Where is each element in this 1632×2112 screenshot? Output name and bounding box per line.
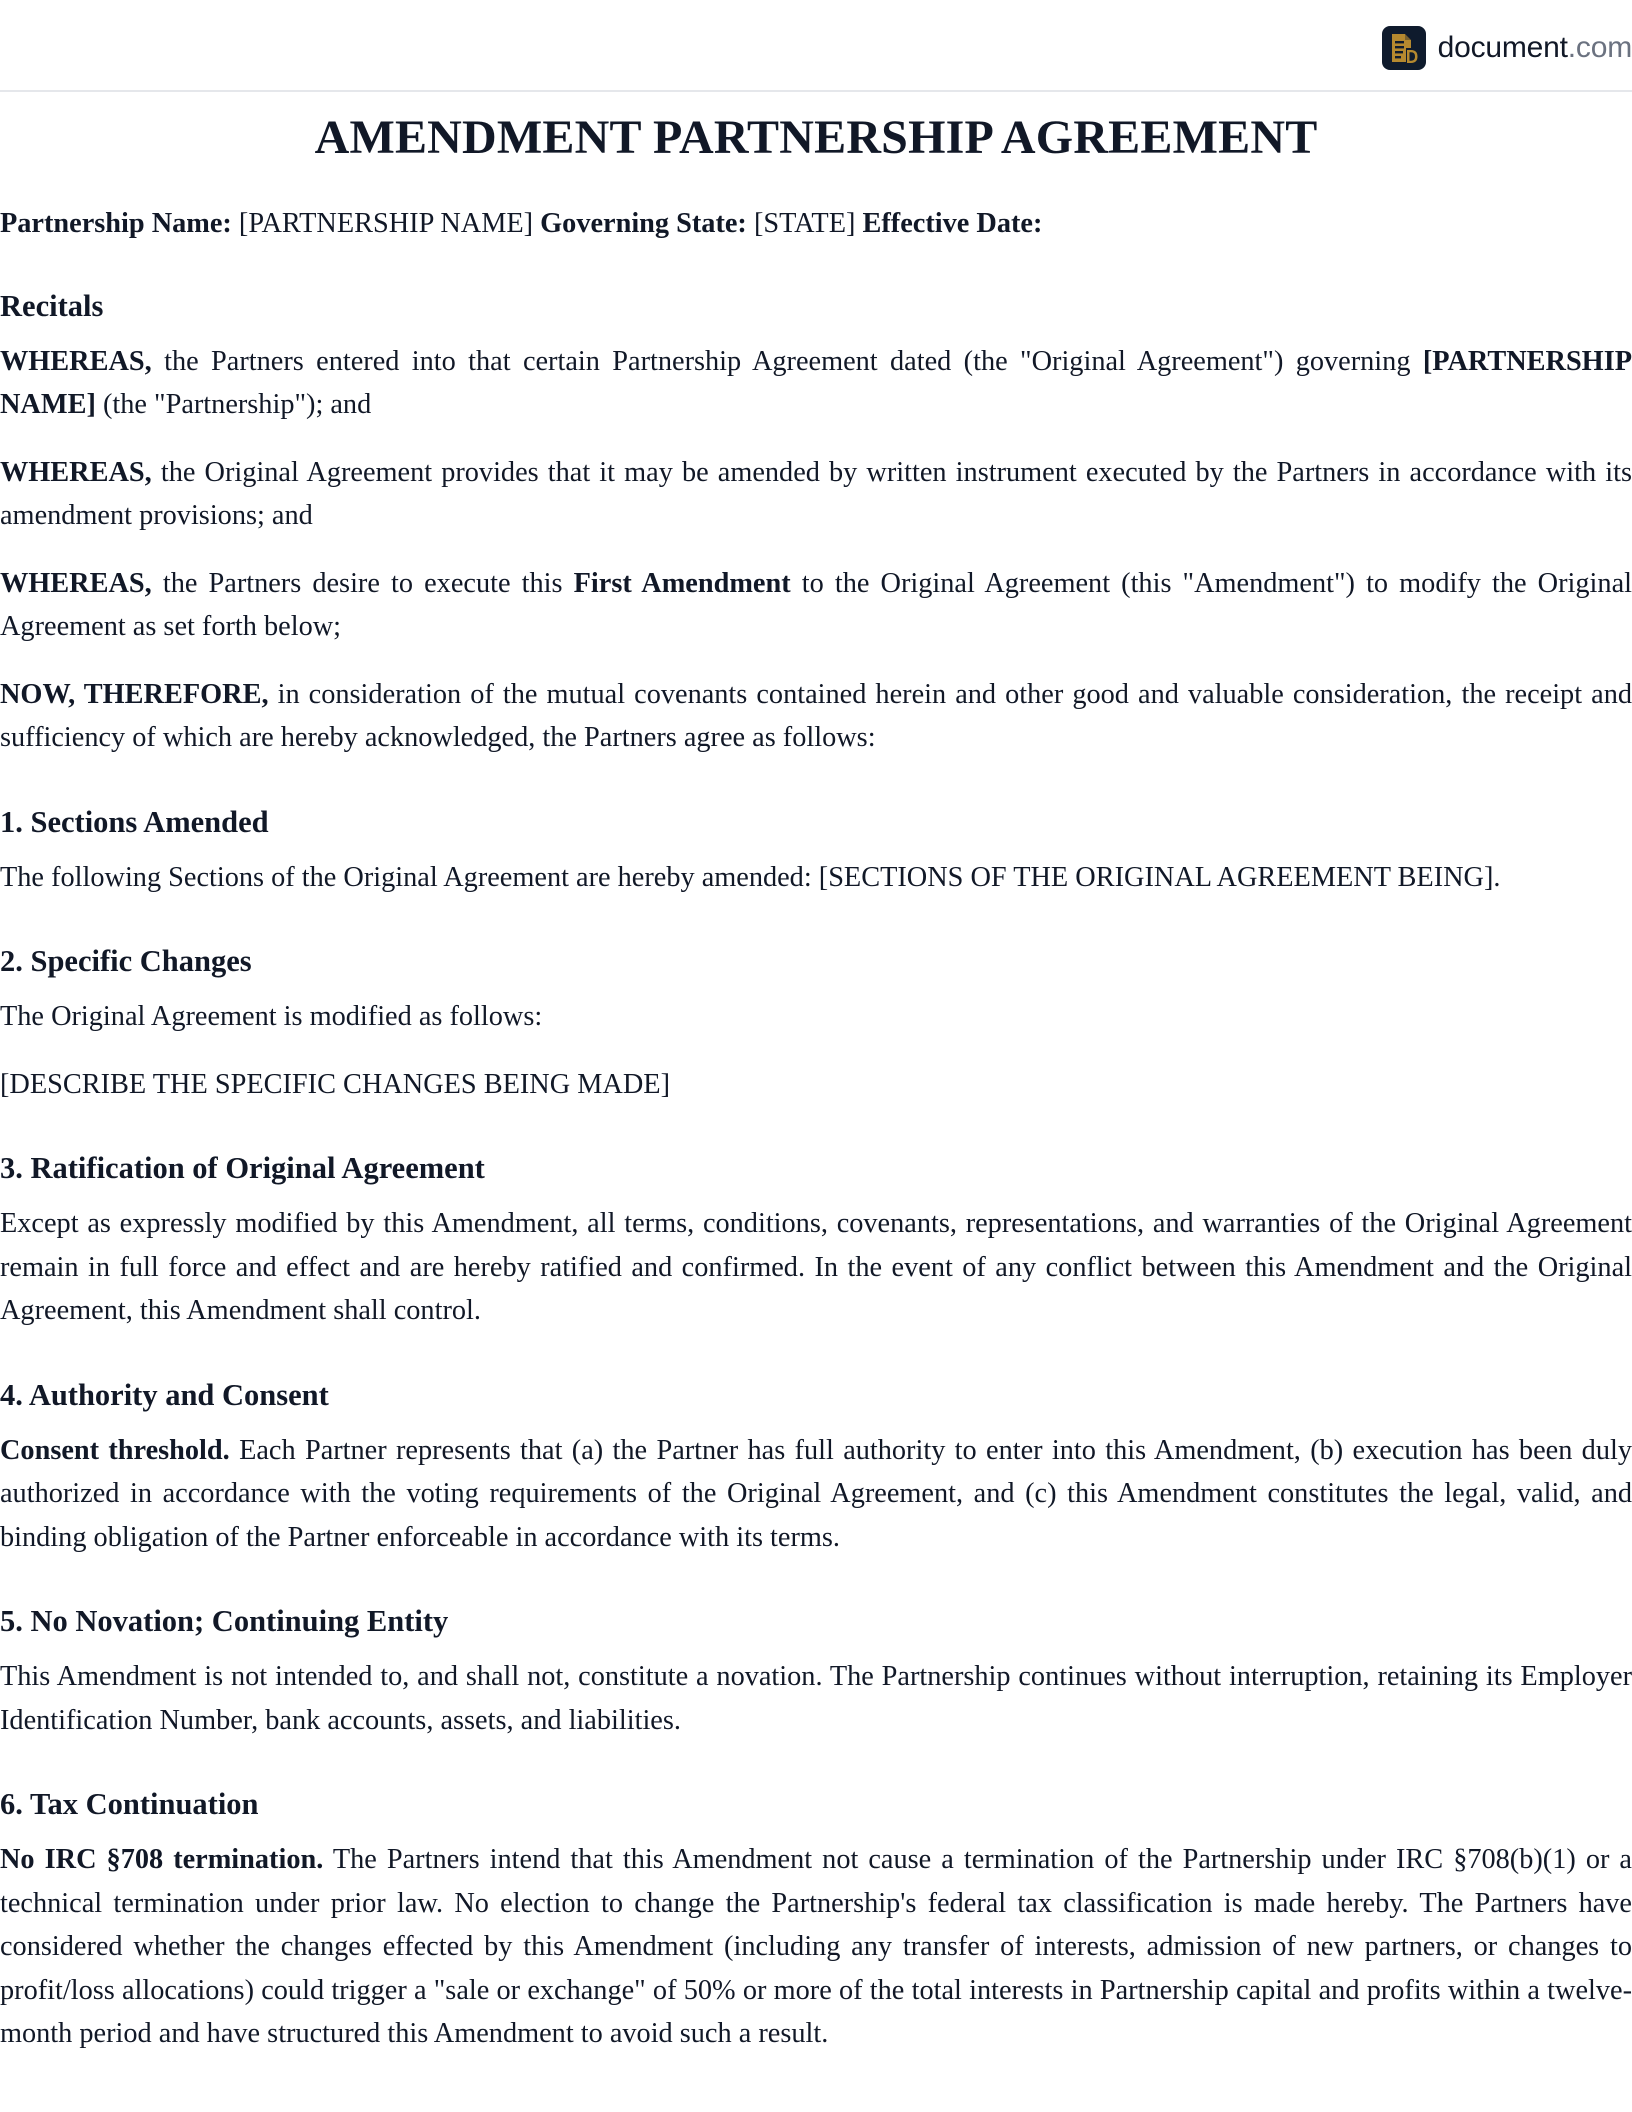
recital-paragraph	[0, 451, 1632, 538]
recital-text: to the Original Agreement (this "Amendment") to modify the Original Agreement as set forth below;	[0, 567, 1632, 642]
section-placeholder-text: [DESCRIBE THE SPECIFIC CHANGES BEING MADE]	[0, 1068, 670, 1100]
section-paragraph	[0, 1838, 1632, 2056]
section-paragraph	[0, 1429, 1632, 1560]
governing-state-label: Governing State:	[540, 208, 747, 239]
recital-paragraph	[0, 340, 1632, 427]
recital-lead: WHEREAS,	[0, 345, 152, 377]
section-text: Except as expressly modified by this Amendment, all terms, conditions, covenants, representations, and warranties of the Original Agreement remain in full force and effect and are hereby ratified and confirmed. In the event of any conflict between this Amendment and the Original Agreement, this Amendment shall control.	[0, 1208, 1632, 1326]
section-paragraph	[0, 1202, 1632, 1333]
recital-paragraph	[0, 562, 1632, 649]
section-heading: 1. Sections Amended	[0, 804, 269, 839]
recital-text: (the "Partnership"); and	[95, 389, 372, 420]
recital-text: the Original Agreement provides that it may be amended by written instrument executed by the Partners in accordance with its amendment provisions; and	[0, 456, 1632, 531]
section-lead: No IRC §708 termination.	[0, 1844, 324, 1875]
brand-name	[1438, 33, 1632, 63]
section-text: Each Partner represents that (a) the Partner has full authority to enter into this Amendment, (b) execution has been duly authorized in accordance with the voting requirements of the Original Agreement, and (c) this Amendment constitutes the legal, valid, and binding obligation of the Partner enforceable in accordance with its terms.	[0, 1434, 1632, 1553]
section-text: The Original Agreement is modified as follows:	[0, 1001, 543, 1032]
recital-bold-text: [PARTNERSHIP NAME]	[0, 345, 1632, 420]
section-heading: 4. Authority and Consent	[0, 1377, 329, 1412]
section-paragraph	[0, 856, 1632, 900]
section-lead: Consent threshold.	[0, 1434, 230, 1466]
recital-text: the Partners entered into that certain Partnership Agreement dated (the "Original Agreement") governing	[151, 345, 1423, 377]
recitals-heading: Recitals	[0, 288, 104, 323]
recital-text: the Partners desire to execute this	[151, 567, 574, 599]
document-meta-line	[0, 202, 1632, 246]
section-text: The following Sections of the Original Agreement are hereby amended: [SECTIONS OF THE ORIGINAL AGREEMENT BEING].	[0, 861, 1501, 893]
section-text: This Amendment is not intended to, and shall not, constitute a novation. The Partnership continues without interruption, retaining its Employer Identification Number, bank accounts, assets, and liabilities.	[0, 1661, 1632, 1736]
recital-paragraph	[0, 673, 1632, 760]
effective-date-label: Effective Date:	[862, 208, 1043, 239]
brand-name-tld: .com	[1567, 31, 1632, 64]
recital-text: in consideration of the mutual covenants contained herein and other good and valuable consideration, the receipt and sufficiency of which are hereby acknowledged, the Partners agree as follows:	[0, 678, 1632, 753]
recital-lead: WHEREAS,	[0, 567, 152, 599]
recital-lead: NOW, THEREFORE,	[0, 678, 269, 710]
section-heading: 6. Tax Continuation	[0, 1787, 259, 1821]
governing-state-value: [STATE]	[753, 208, 856, 239]
brand-logo-link[interactable]	[1382, 26, 1632, 70]
brand-name-main: document	[1437, 31, 1568, 64]
document-title: AMENDMENT PARTNERSHIP AGREEMENT	[314, 111, 1318, 164]
section-paragraph	[0, 995, 1632, 1039]
document-body	[0, 92, 1632, 2056]
partnership-name-value: [PARTNERSHIP NAME]	[238, 208, 534, 239]
document-logo-icon	[1382, 26, 1426, 70]
section-heading: 2. Specific Changes	[0, 944, 252, 978]
recital-bold-text: First Amendment	[573, 567, 791, 599]
recital-lead: WHEREAS,	[0, 456, 152, 488]
top-bar	[0, 0, 1632, 92]
section-paragraph	[0, 1655, 1632, 1742]
section-text: The Partners intend that this Amendment not cause a termination of the Partnership under IRC §708(b)(1) or a technical termination under prior law. No election to change the Partnership's federal tax classification is made hereby. The Partners have considered whether the changes effected by this Amendment (including any transfer of interests, admission of new partners, or changes to profit/loss allocations) could trigger a "sale or exchange" of 50% or more of the total interests in Partnership capital and profits within a twelve-month period and have structured this Amendment to avoid such a result.	[0, 1844, 1632, 2049]
section-heading: 5. No Novation; Continuing Entity	[0, 1604, 449, 1638]
partnership-name-label: Partnership Name:	[0, 208, 232, 239]
section-heading: 3. Ratification of Original Agreement	[0, 1151, 485, 1185]
section-paragraph	[0, 1063, 1632, 1107]
